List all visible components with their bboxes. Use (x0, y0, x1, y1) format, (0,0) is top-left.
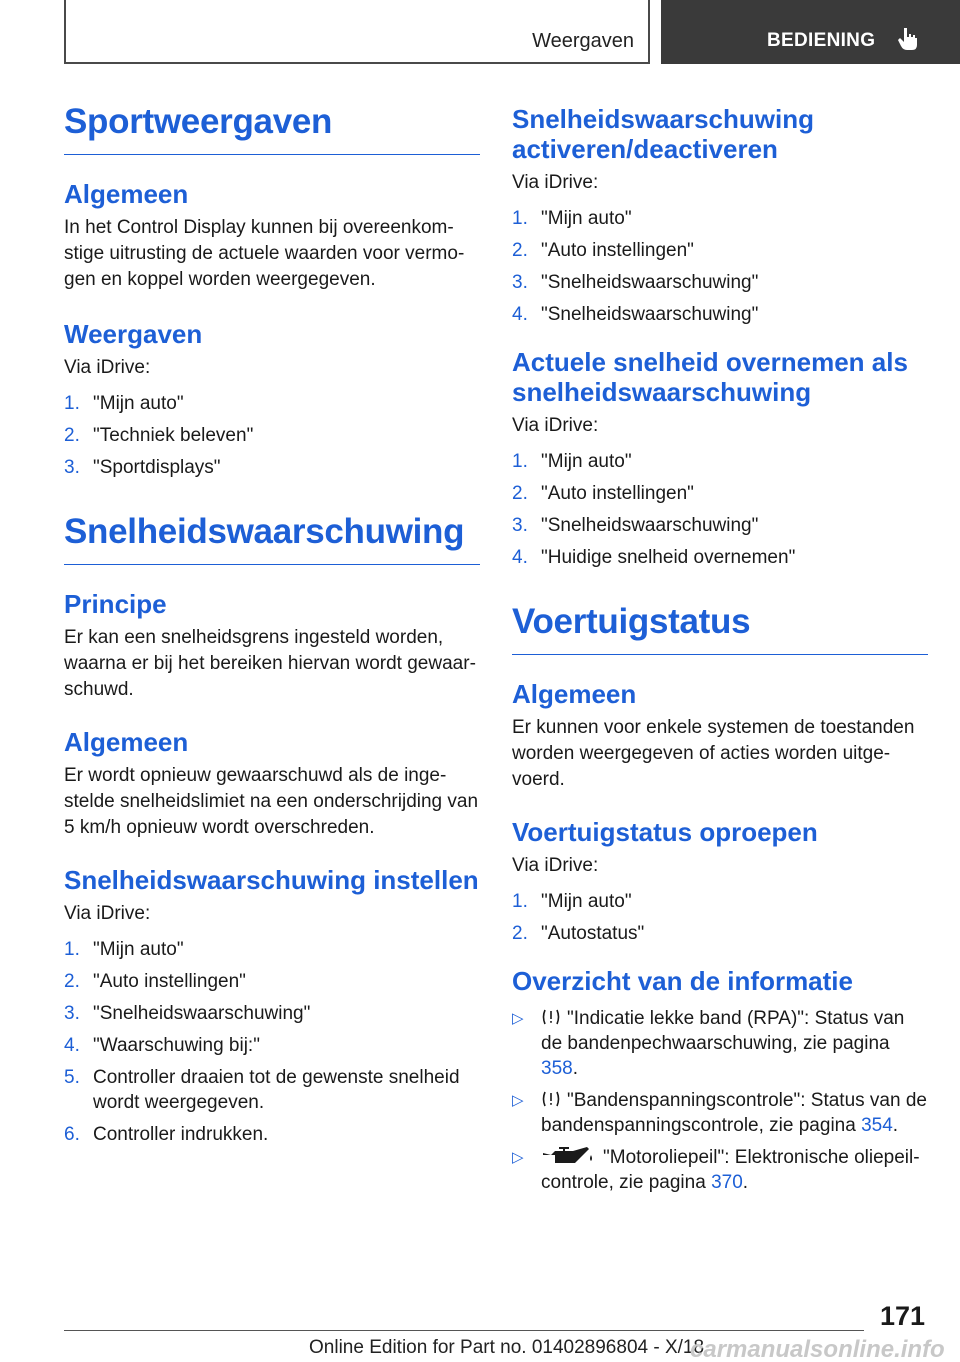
heading-sportweergaven: Sportweergaven (64, 100, 480, 155)
footer-divider (64, 1330, 864, 1331)
list-item: 4. "Huidige snelheid overnemen" (512, 547, 796, 568)
hand-pointer-icon (897, 26, 919, 52)
via-idrive-label: Via iDrive: (64, 903, 151, 924)
list-item: ▷ "Bandenspanningscontrole": Status van de bandenspanningscontrole, zie pagina 354. (512, 1090, 927, 1136)
section-title: Weergaven (532, 30, 634, 52)
paragraph-principe: Er kan een snelheidsgrens ingesteld worden, waarna er bij het bereiken hiervan wordt gewaarschuwd. (64, 627, 476, 700)
list-item: 2. "Auto instellingen" (64, 971, 246, 992)
heading-overzicht: Overzicht van de informatie (512, 966, 853, 996)
via-idrive-label: Via iDrive: (512, 172, 599, 193)
heading-snelheidswaarschuwing: Snelheidswaarschuwing (64, 510, 480, 565)
heading-voertuigstatus-oproepen: Voertuigstatus oproepen (512, 817, 818, 847)
weergaven-steps (64, 391, 480, 480)
actuele-steps (512, 449, 928, 570)
paragraph-algemeen: Er kunnen voor enkele systemen de toestanden worden weergegeven of acties worden uitgevoerd. (512, 717, 915, 790)
list-item: 2. "Auto instellingen" (512, 483, 694, 504)
heading-instellen: Snelheidswaarschuwing instellen (64, 865, 479, 895)
heading-actuele-snelheid: Actuele snelheid overnemen als snelheidswaarschuwing (512, 347, 908, 407)
header-section-box (64, 0, 650, 64)
via-idrive-label: Via iDrive: (512, 855, 599, 876)
left-column (64, 100, 480, 1154)
page-number: 171 (880, 1301, 926, 1331)
list-item: 3. "Snelheidswaarschuwing" (512, 515, 759, 536)
list-item: 1. "Mijn auto" (512, 451, 632, 472)
list-item: 4. "Snelheidswaarschuwing" (512, 304, 759, 325)
list-item: 2. "Autostatus" (512, 923, 645, 944)
watermark: carmanualsonline.info (690, 1336, 945, 1362)
paragraph-algemeen: Er wordt opnieuw gewaarschuwd als de ingestelde snelheidslimiet na een onderschrijding van 5 km/h opnieuw wordt overschreden. (64, 765, 479, 838)
list-item: 3. "Sportdisplays" (64, 457, 221, 478)
info-list (512, 1006, 928, 1195)
edition-text: Online Edition for Part no. 01402896804 - X/18 (309, 1337, 705, 1358)
chapter-title: BEDIENING (767, 30, 876, 51)
via-idrive-label: Via iDrive: (512, 415, 599, 436)
heading-voertuigstatus: Voertuigstatus (512, 600, 928, 655)
list-item: 1. "Mijn auto" (512, 208, 632, 229)
list-item: 6. Controller indrukken. (64, 1124, 269, 1145)
heading-activeren: Snelheidswaarschuwing activeren/deactiveren (512, 104, 814, 164)
list-item: 3. "Snelheidswaarschuwing" (512, 272, 759, 293)
list-item: 2. "Techniek beleven" (64, 425, 254, 446)
page-link[interactable]: 354 (861, 1115, 893, 1136)
page-link[interactable]: 370 (711, 1172, 743, 1193)
instellen-steps (64, 937, 480, 1147)
heading-algemeen: Algemeen (64, 179, 189, 209)
oil-can-icon (541, 1145, 597, 1167)
via-idrive-label: Via iDrive: (64, 357, 151, 378)
list-item: 1. "Mijn auto" (64, 939, 184, 960)
list-item: ▷ "Motoroliepeil": Elektronische oliepeilcontrole, zie pagina 370. (512, 1147, 920, 1193)
right-column (512, 100, 928, 1202)
list-item: 1. "Mijn auto" (512, 891, 632, 912)
heading-algemeen: Algemeen (64, 727, 189, 757)
list-item: 5. Controller draaien tot de gewenste snelheid wordt weergegeven. (64, 1067, 460, 1113)
activeren-steps (512, 206, 928, 327)
list-item: 3. "Snelheidswaarschuwing" (64, 1003, 311, 1024)
page-header (0, 0, 960, 66)
paragraph-algemeen: In het Control Display kunnen bij overeenkomstige uitrusting de actuele waarden voor vermogen en koppel worden weergegeven. (64, 217, 465, 290)
header-chapter-box (661, 0, 960, 64)
oproepen-steps (512, 889, 928, 946)
heading-principe: Principe (64, 589, 167, 619)
list-item: 1. "Mijn auto" (64, 393, 184, 414)
list-item: ▷ "Indicatie lekke band (RPA)": Status van de bandenpechwaarschuwing, zie pagina 358. (512, 1008, 905, 1079)
tire-pressure-warning-icon (541, 1007, 561, 1027)
tire-pressure-warning-icon (541, 1089, 561, 1109)
list-item: 2. "Auto instellingen" (512, 240, 694, 261)
heading-algemeen: Algemeen (512, 679, 637, 709)
heading-weergaven: Weergaven (64, 319, 203, 349)
page-link[interactable]: 358 (541, 1058, 573, 1079)
list-item: 4. "Waarschuwing bij:" (64, 1035, 260, 1056)
